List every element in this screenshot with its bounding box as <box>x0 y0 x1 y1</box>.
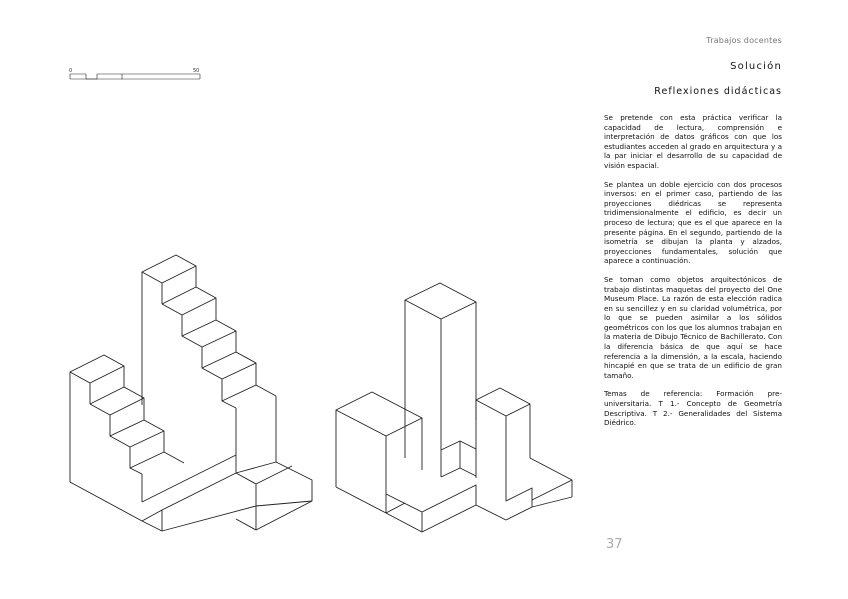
paragraph-1: Se pretende con esta práctica verificar la capacidad de lectura, comprensión e interpretación de datos gráficos con que los estudiantes acceden al grado en arquitectura y a la par iniciar el desarrollo de su capacidad de visión espacial. <box>604 113 782 170</box>
page-number: 37 <box>606 537 623 552</box>
scale-start-label: 0 <box>69 68 73 74</box>
scale-end-label: 50 <box>193 68 200 74</box>
scale-bar <box>69 68 200 79</box>
paragraph-3: Se toman como objetos arquitectónicos de trabajo distintas maquetas del proyecto del One Museum Place. La razón de esta elección radica en su sencillez y en su claridad volumétrica, por lo que se pueden asimilar a los sólidos geométricos con los que los alumnos trabajan en la materia de Dibujo Técnico de Bachillerato. Con la diferencia básica de que aquí se hace referencia a la dimensión, a la escala, haciendo hincapié en que se trata de un edificio de gran tamaño. <box>604 274 782 380</box>
subsection-title: Reflexiones didácticas <box>654 86 782 97</box>
paragraph-2: Se plantea un doble ejercicio con dos procesos inversos: en el primer caso, partiendo de las proyecciones diédricas se representa tridimensionalmente el edificio, es decir un proceso de lectura; que es el que aparece en la presente página. En el segundo, partiendo de la isometría se dibujan la planta y alzados, proyecciones fundamentales, solución que aparece a continuación. <box>604 179 782 266</box>
isometric-model-right <box>336 283 572 532</box>
paragraph-4: Temas de referencia: Formación pre-universitaria. T 1.- Concepto de Geometría Descriptiva. T 2.- Generalidades del Sistema Diédrico. <box>604 389 782 428</box>
section-title: Solución <box>730 61 782 72</box>
isometric-model-left <box>70 255 312 531</box>
running-header: Trabajos docentes <box>706 36 782 45</box>
